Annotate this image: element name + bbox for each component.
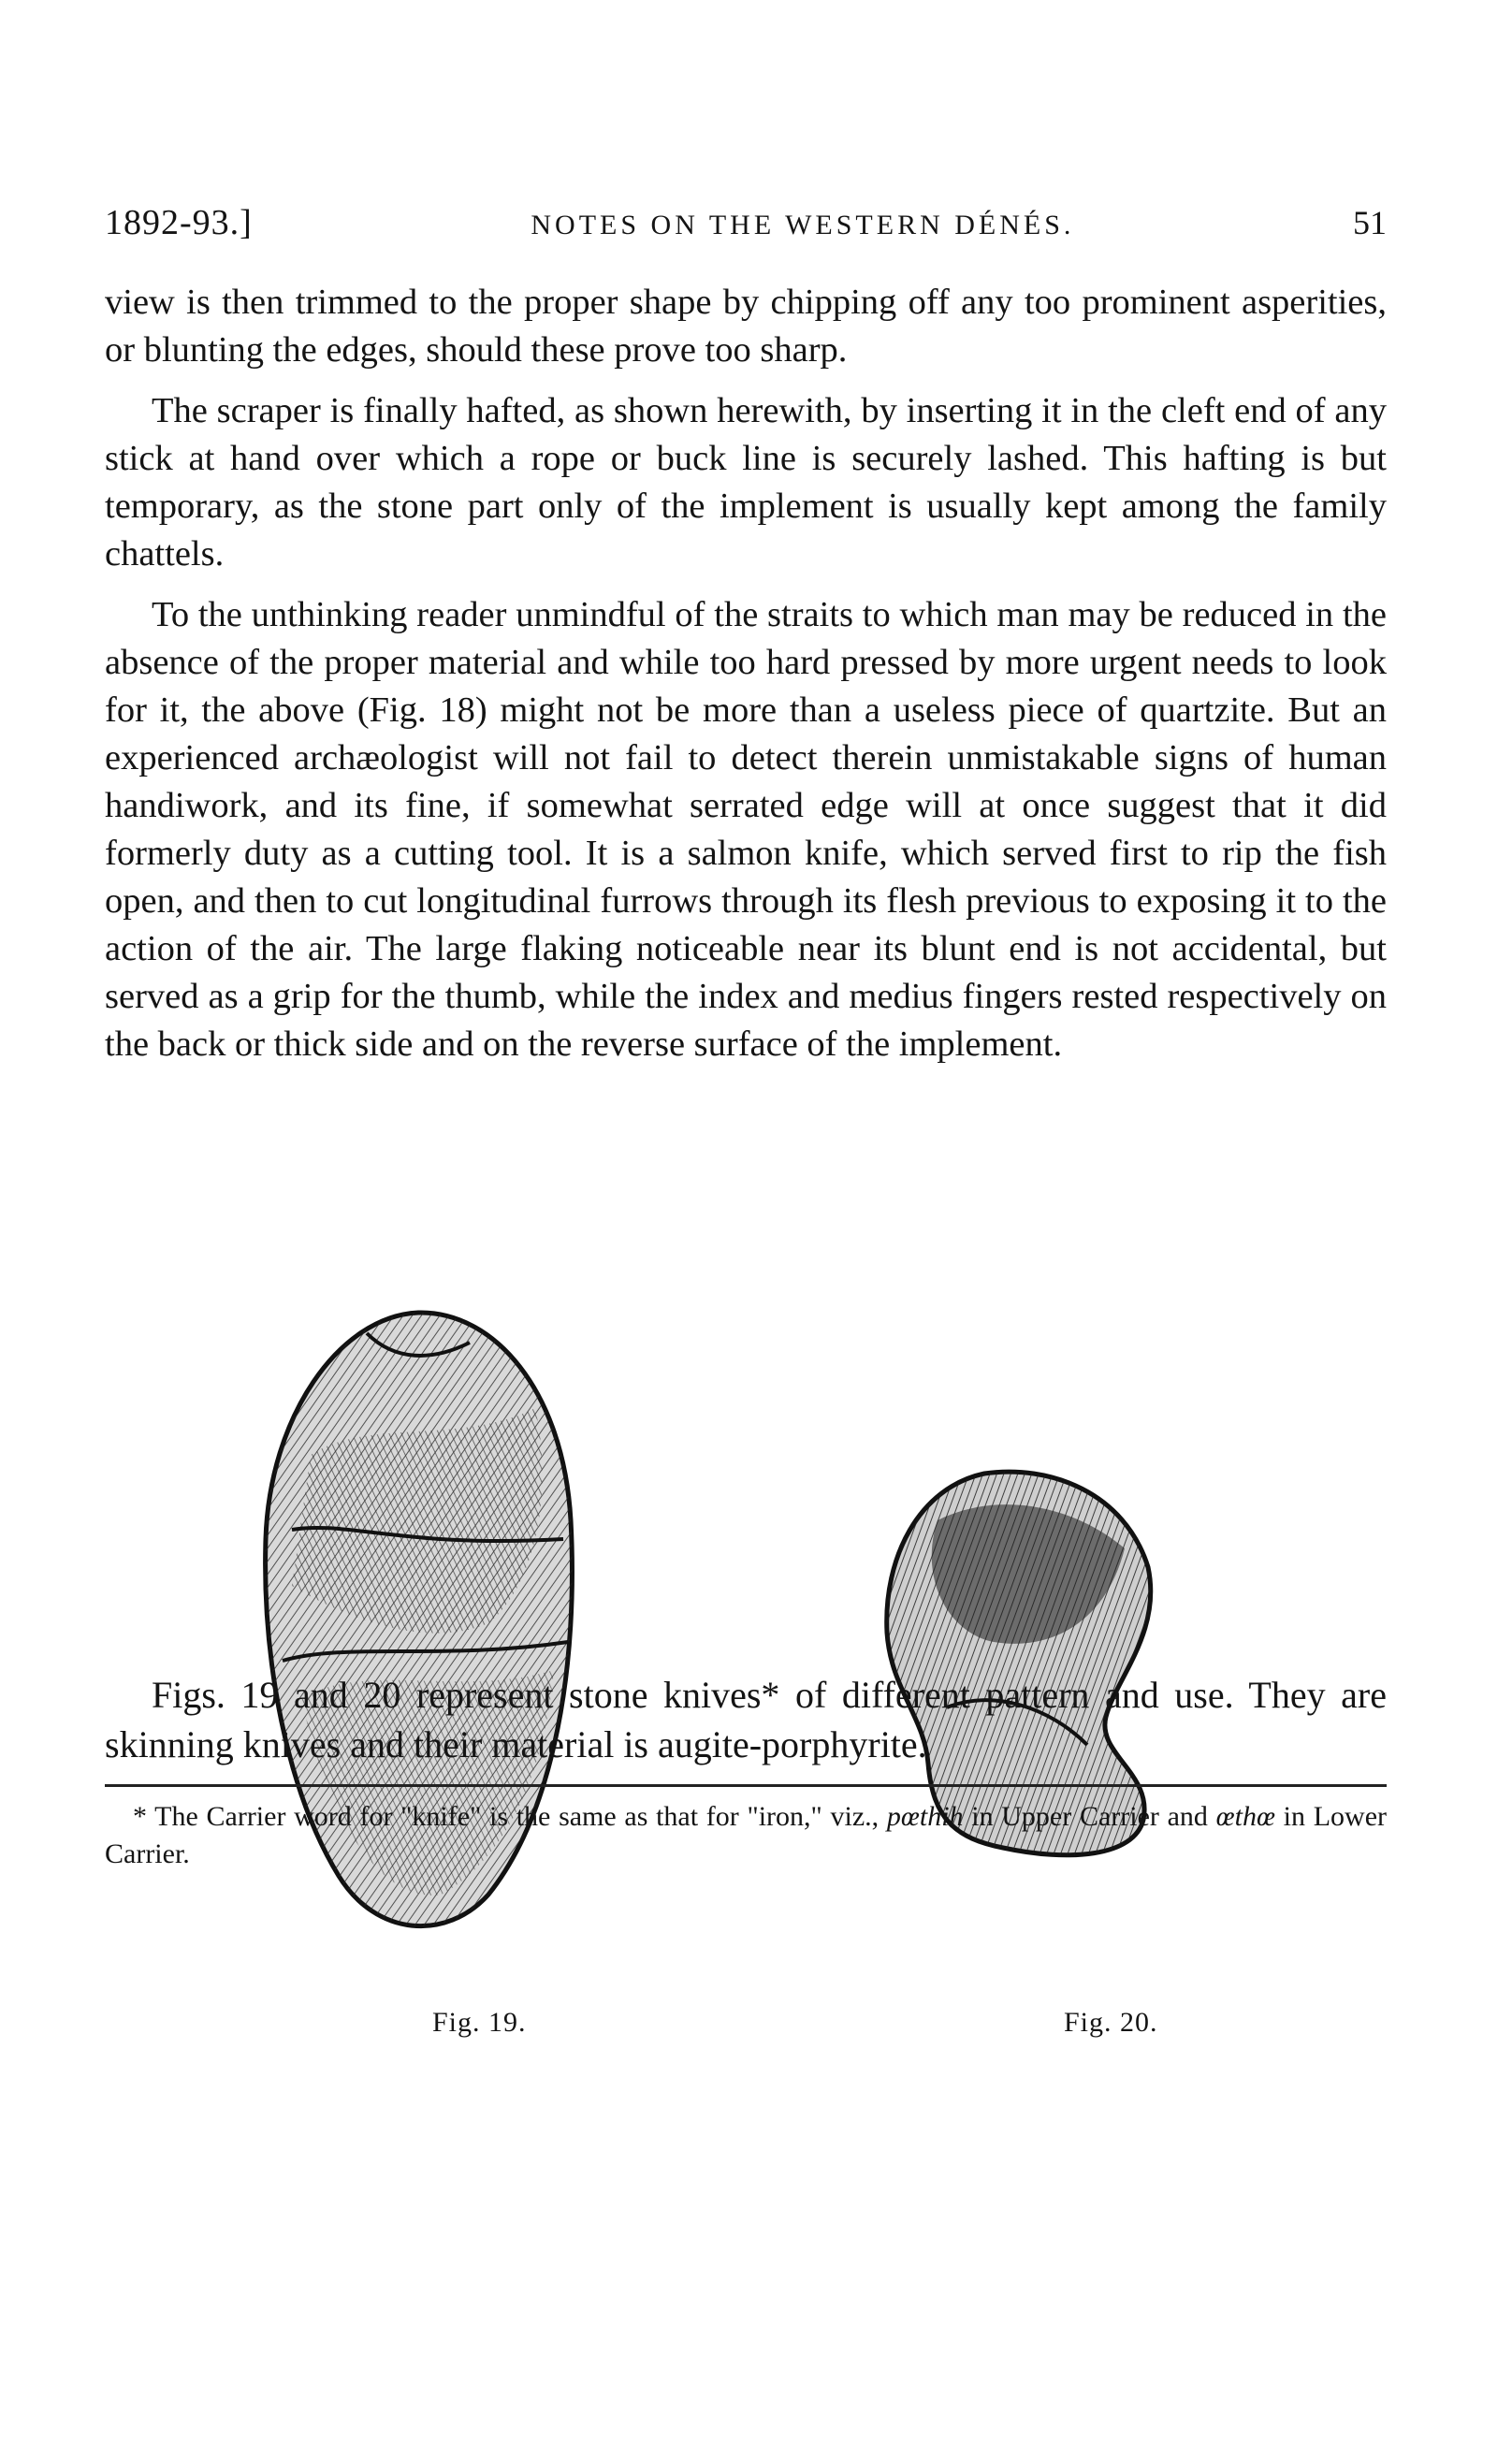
footnote-text-start: * The Carrier word for "knife" is the same as that for "iron," viz., (133, 1801, 880, 1832)
footnote (105, 1798, 1387, 1873)
paragraph-salmon-knife: To the unthinking reader unmindful of the straits to which man may be reduced in the absence of the proper material and while too hard pressed by more urgent needs to look for it, the above (Fig. 18) might not be more than a useless piece of quartzite. But an experienced archæologist will not fail to detect therein unmistakable signs of human handiwork, and its fine, if somewhat serrated edge will at once suggest that it did formerly duty as a cutting tool. It is a salmon knife, which served first to rip the fish open, and then to cut longitudinal furrows through its flesh previous to exposing it to the action of the air. The large flaking noticeable near its blunt end is not accidental, but served as a grip for the thumb, while the index and medius fingers rested respectively on the back or thick side and on the reverse surface of the implement. (105, 595, 1387, 1064)
footnote-text-mid: in Upper Carrier and (971, 1801, 1208, 1832)
running-header (105, 202, 1387, 251)
figures-description (105, 1670, 1387, 1769)
running-title: NOTES ON THE WESTERN DÉNÉS. (531, 210, 1075, 240)
header-year: 1892-93.] (105, 203, 253, 242)
fig-19-caption: Fig. 19. (432, 2007, 527, 2038)
footnote-text-end: in Lower Carrier. (105, 1801, 1388, 1869)
paragraph-figs-19-20: Figs. 19 and 20 represent stone knives* of different pattern and use. They are skinning knives and their material is augite-porphyrite. (105, 1674, 1387, 1765)
footnote-divider (105, 1784, 1387, 1787)
page-number: 51 (1352, 204, 1387, 241)
body-text (105, 279, 1387, 1068)
paragraph-scraper: The scraper is finally hafted, as shown herewith, by inserting it in the cleft end of any stick at hand over which a rope or buck line is securely lashed. This hafting is but temporary, as the stone part only of the implement is usually kept among the family chattels. (105, 391, 1387, 574)
paragraph-continued: view is then trimmed to the proper shape by chipping off any too prominent asperities, or blunting the edges, should these prove too sharp. (105, 283, 1387, 370)
fig-20-caption: Fig. 20. (1064, 2007, 1158, 2038)
footnote-word-lower-carrier: œthœ (1215, 1801, 1275, 1832)
footnote-word-upper-carrier: pœthih (886, 1801, 964, 1832)
